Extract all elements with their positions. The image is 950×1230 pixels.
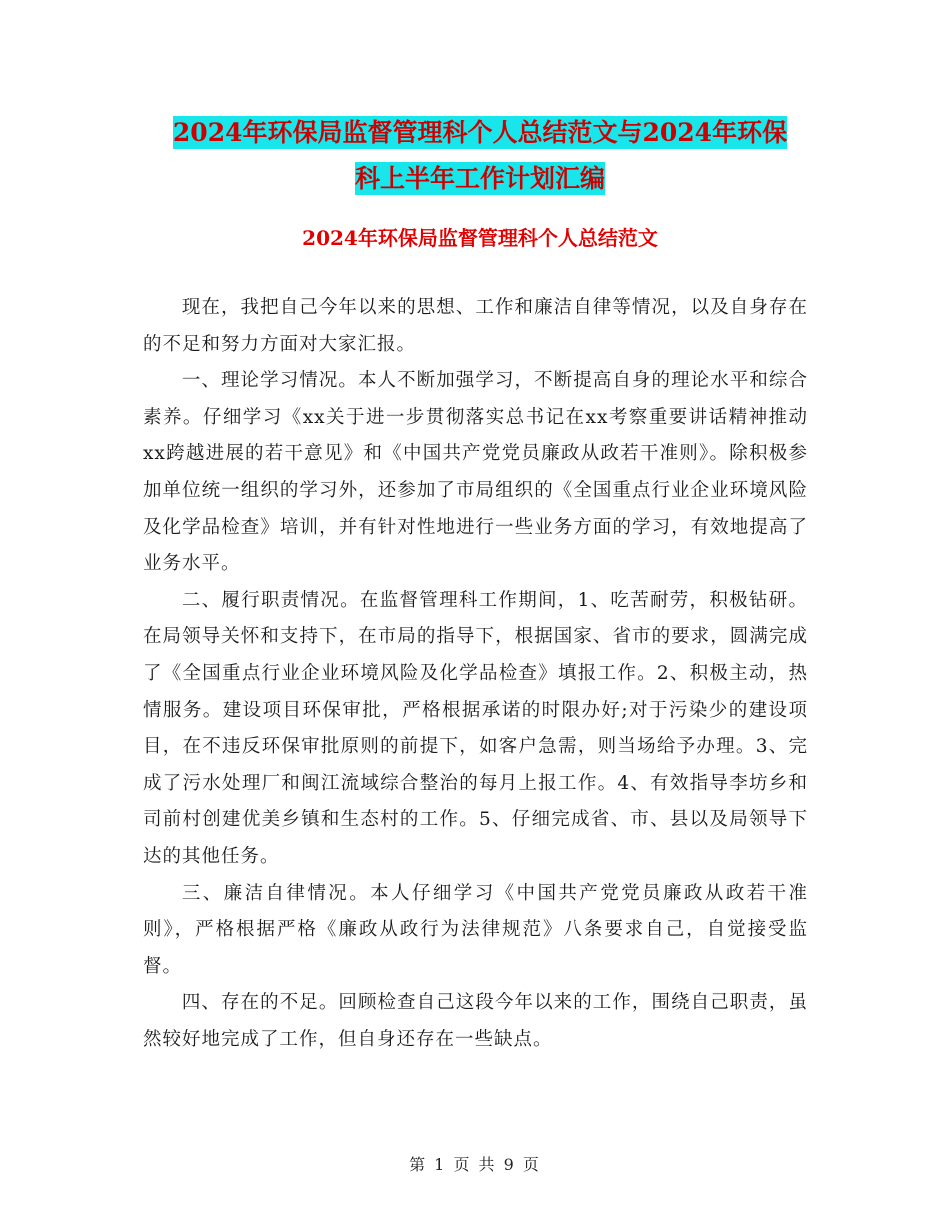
document-body [143,290,808,1058]
title-line-1: 2024年环保局监督管理科个人总结范文与2024年环保 [172,118,788,147]
paragraph-shortcomings: 四、存在的不足。回顾检查自己这段今年以来的工作，围绕自己职责，虽然较好地完成了工作，但自身还存在一些缺点。 [143,992,808,1050]
section-title: 2024年环保局监督管理科个人总结范文 [302,226,658,250]
paragraph-duties: 二、履行职责情况。在监督管理科工作期间，1、吃苦耐劳，积极钻研。在局领导关怀和支持下，在市局的指导下，根据国家、省市的要求，圆满完成了《全国重点行业企业环境风险及化学品检查》填报工作。2、积极主动，热情服务。建设项目环保审批，严格根据承诺的时限办好;对于污染少的建设项目，在不违反环保审批原则的前提下，如客户急需，则当场给予办理。3、完成了污水处理厂和闽江流域综合整治的每月上报工作。4、有效指导李坊乡和司前村创建优美乡镇和生态村的工作。5、仔细完成省、市、县以及局领导下达的其他任务。 [143,589,808,867]
page-footer: 第 1 页 共 9 页 [409,1155,541,1174]
paragraph-integrity: 三、廉洁自律情况。本人仔细学习《中国共产党党员廉政从政若干准则》，严格根据严格《廉政从政行为法律规范》八条要求自己，自觉接受监督。 [143,882,808,977]
title-line-2: 科上半年工作计划汇编 [354,164,605,193]
paragraph-theory-study: 一、理论学习情况。本人不断加强学习，不断提高自身的理论水平和综合素养。仔细学习《xx关于进一步贯彻落实总书记在xx考察重要讲话精神推动xx跨越进展的若干意见》和《中国共产党党员廉政从政若干准则》。除积极参加单位统一组织的学习外，还参加了市局组织的《全国重点行业企业环境风险及化学品检查》培训，并有针对性地进行一些业务方面的学习，有效地提高了业务水平。 [143,370,808,575]
paragraph-intro: 现在，我把自己今年以来的思想、工作和廉洁自律等情况，以及自身存在的不足和努力方面对大家汇报。 [143,297,808,355]
document-title [140,110,820,202]
